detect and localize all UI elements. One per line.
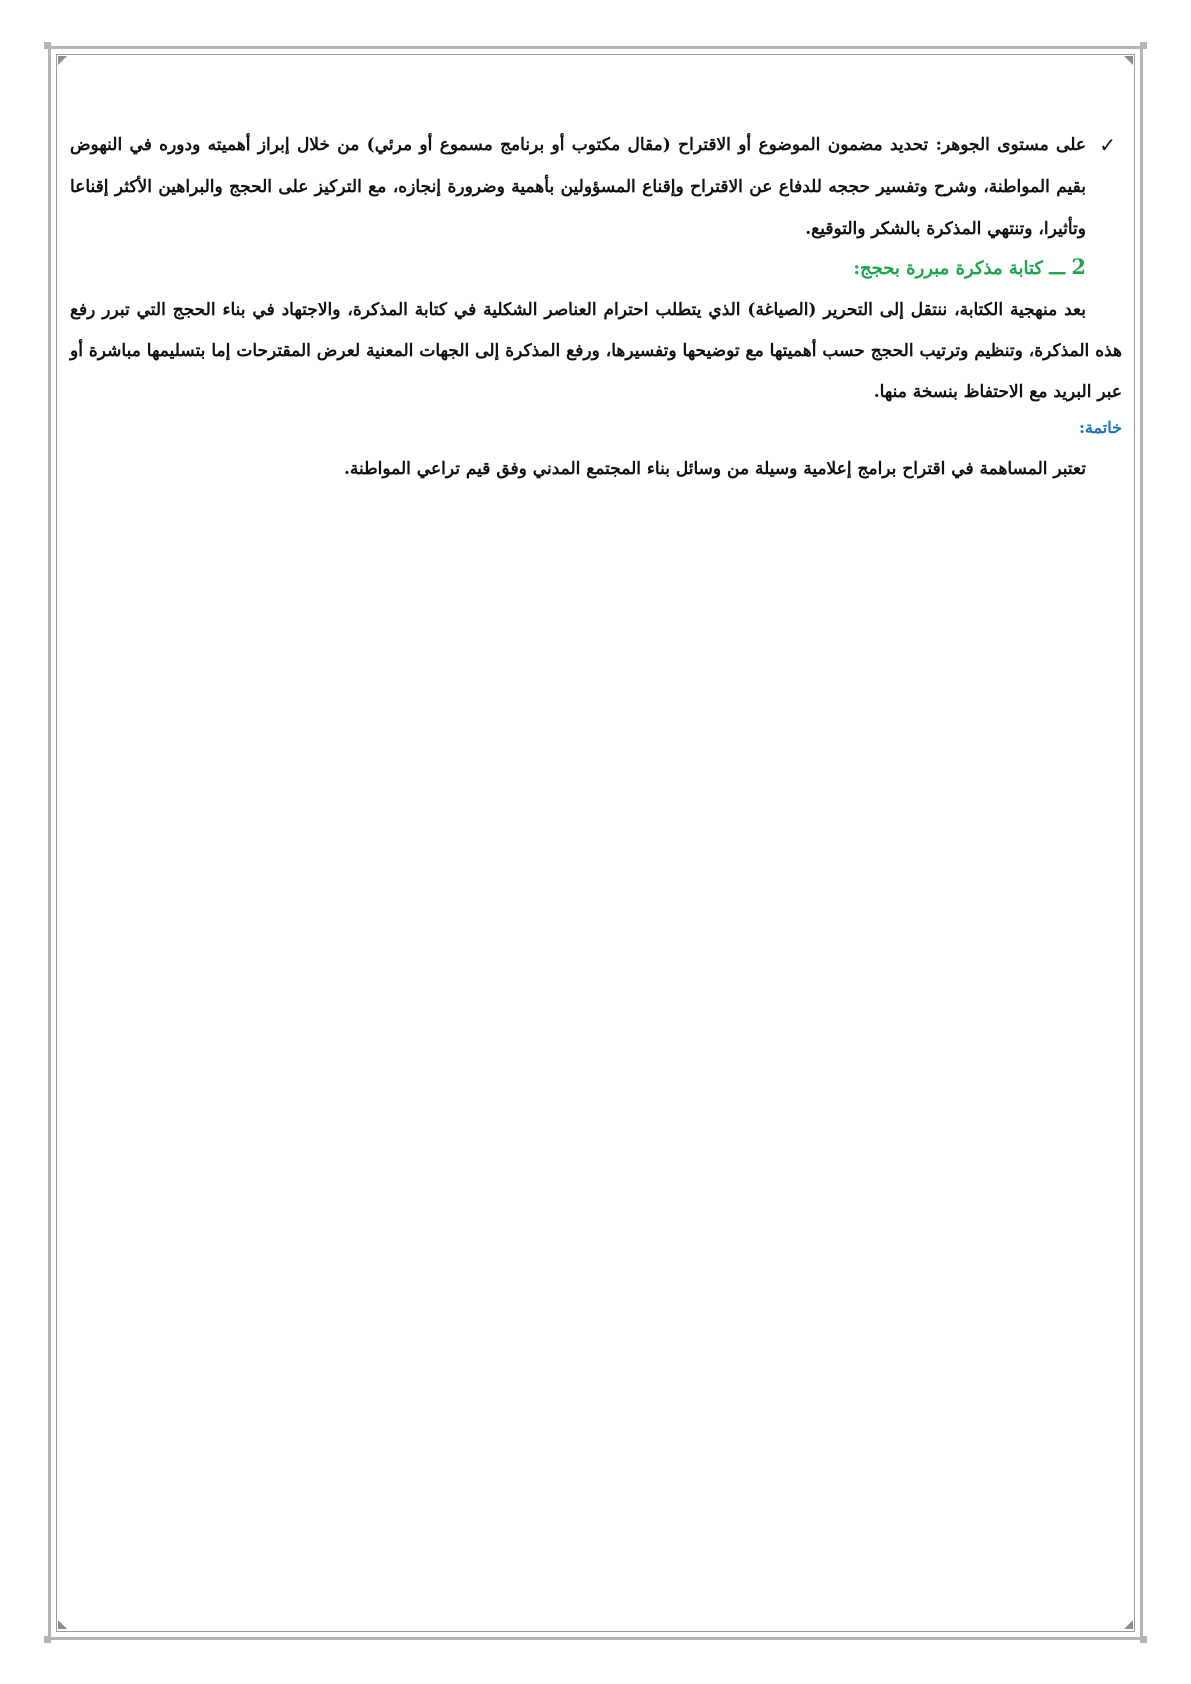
bullet-paragraph [70,124,1122,250]
check-icon: ✓ [1099,133,1116,157]
frame-corner-tick [1140,1636,1147,1643]
section-number: 2 [1071,254,1086,279]
bullet-paragraph-text: على مستوى الجوهر: تحديد مضمون الموضوع أو الاقتراح (مقال مكتوب أو برنامج مسموع أو مرئي) من خلال إبراز أهميته ودوره في النهوض بقيم المواطنة، وشرح وتفسير حججه للدفاع عن الاقتراح وإقناع المسؤولين بأهمية وضرورة إنجازه، مع التركيز على الحجج والبراهين الأكثر إقناعا وتأثيرا، وتنتهي المذكرة بالشكر والتوقيع. [70,135,1086,239]
frame-corner-tick [44,42,51,49]
corner-ornament-top-left [58,56,67,65]
corner-ornament-top-right [1124,56,1133,65]
frame-corner-tick [44,1636,51,1643]
corner-ornament-bottom-left [58,1620,67,1629]
section-title: ـــ كتابة مذكرة مبررة بحجج: [853,258,1066,279]
conclusion-paragraph: تعتبر المساهمة في اقتراح برامج إعلامية وسيلة من وسائل بناء المجتمع المدني وفق قيم تراعي المواطنة. [343,459,1086,479]
section-heading [70,250,1122,286]
frame-corner-tick [1140,42,1147,49]
corner-ornament-bottom-right [1124,1620,1133,1629]
section-body-paragraph: بعد منهجية الكتابة، ننتقل إلى التحرير (الصياغة) الذي يتطلب احترام العناصر الشكلية في كتابة المذكرة، والاجتهاد في بناء الحجج التي تبرر رفع هذه المذكرة، وتنظيم وترتيب الحجج حسب أهميتها مع توضيحها وتفسيرها، ورفع المذكرة إلى الجهات المعنية لعرض المقترحات إما بتسليمها مباشرة أو عبر البريد مع الاحتفاظ بنسخة منها. [70,300,1122,402]
document-body [70,124,1122,487]
conclusion-heading: خاتمة: [1079,418,1122,437]
